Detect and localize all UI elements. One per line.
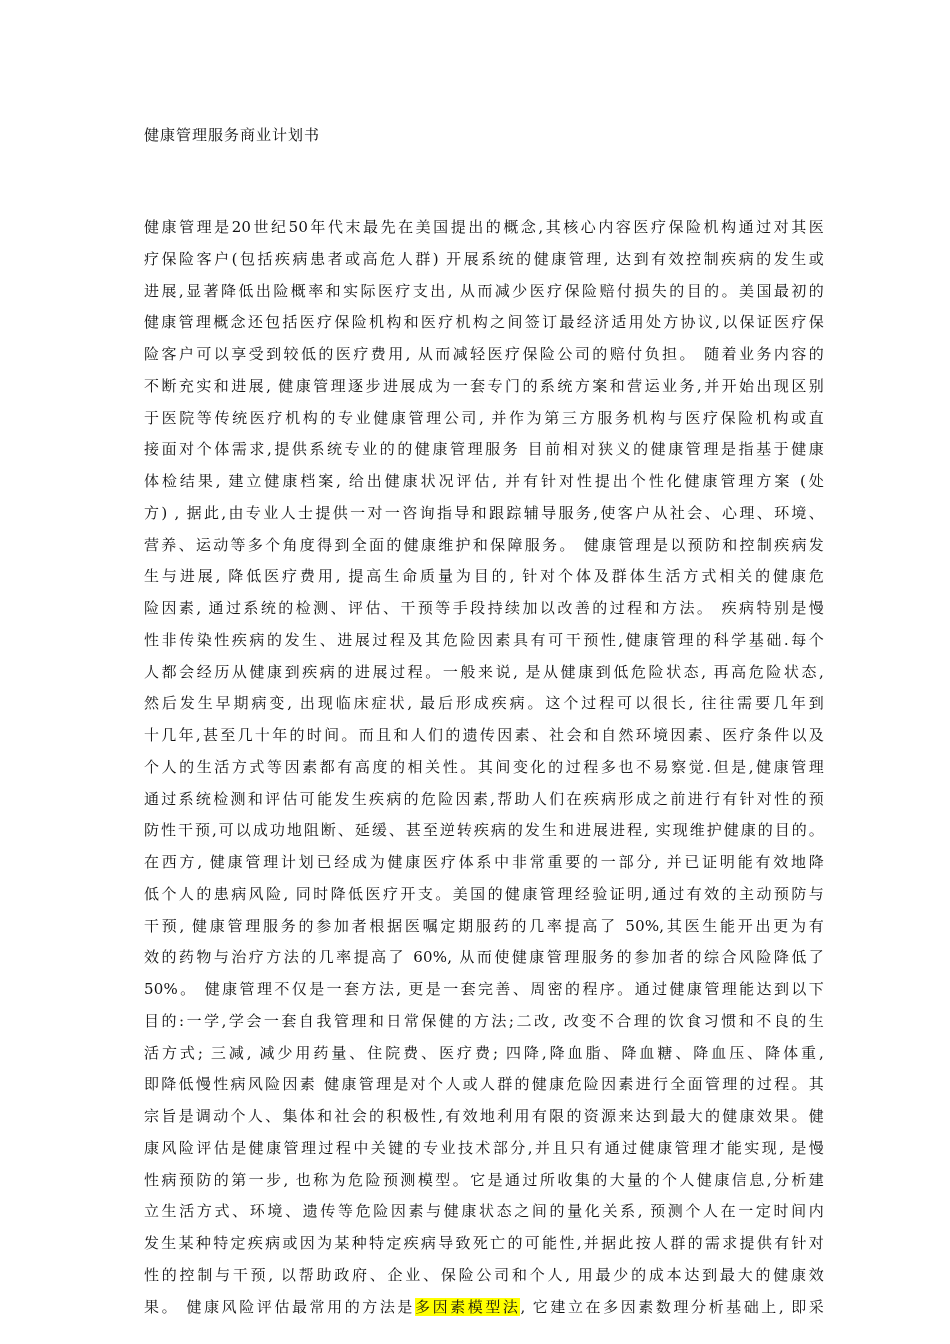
paragraph-line: 然后发生早期病变, 出现临床症状, 最后形成疾病。这个过程可以很长, 往往需要几年到 [144, 694, 824, 713]
paragraph-line: 50%。 健康管理不仅是一套方法, 更是一套完善、周密的程序。通过健康管理能达到以下 [144, 980, 824, 998]
document-title: 健康管理服务商业计划书 [144, 126, 321, 144]
paragraph-line: 险因素, 通过系统的检测、评估、干预等手段持续加以改善的过程和方法。 疾病特别是慢 [144, 599, 824, 617]
paragraph-line: 目的:一学,学会一套自我管理和日常保健的方法;二改, 改变不合理的饮食习惯和不良的生 [144, 1011, 824, 1030]
highlighted-phrase: 多因素模型法 [415, 1297, 521, 1316]
paragraph-line: 于医院等传统医疗机构的专业健康管理公司, 并作为第三方服务机构与医疗保险机构或直 [144, 408, 824, 427]
paragraph-line: 在西方, 健康管理计划已经成为健康医疗体系中非常重要的一部分, 并已证明能有效地降 [144, 853, 824, 871]
paragraph-line: 险客户可以享受到较低的医疗费用, 从而减轻医疗保险公司的赔付负担。 随着业务内容的 [144, 345, 824, 363]
line-text-after-highlight: , 它建立在多因素数理分析基础上, 即采 [520, 1297, 824, 1316]
paragraph-line: 接面对个体需求,提供系统专业的的健康管理服务 目前相对狭义的健康管理是指基于健康 [144, 440, 824, 459]
paragraph-line: 进展,显著降低出险概率和实际医疗支出, 从而减少医疗保险赔付损失的目的。美国最初的 [144, 281, 824, 300]
paragraph-line: 康风险评估是健康管理过程中关键的专业技术部分,并且只有通过健康管理才能实现, 是慢 [144, 1138, 824, 1157]
paragraph-line: 活方式; 三减, 减少用药量、住院费、医疗费; 四降,降血脂、降血糖、降血压、降体重, [144, 1043, 824, 1062]
paragraph-line: 性非传染性疾病的发生、进展过程及其危险因素具有可干预性,健康管理的科学基础.每个 [144, 630, 824, 649]
paragraph-line: 不断充实和进展, 健康管理逐步进展成为一套专门的系统方案和营运业务,并开始出现区别 [144, 376, 824, 395]
paragraph-line: 宗旨是调动个人、集体和社会的积极性,有效地利用有限的资源来达到最大的健康效果。健 [144, 1107, 824, 1125]
paragraph-line: 发生某种特定疾病或因为某种特定疾病导致死亡的可能性,并据此按人群的需求提供有针对 [144, 1234, 824, 1252]
paragraph-line: 健康管理概念还包括医疗保险机构和医疗机构之间签订最经济适用处方协议,以保证医疗保 [144, 313, 824, 332]
paragraph-line: 十几年,甚至几十年的时间。而且和人们的遗传因素、社会和自然环境因素、医疗条件以及 [144, 726, 824, 744]
paragraph-line: 低个人的患病风险, 同时降低医疗开支。美国的健康管理经验证明,通过有效的主动预防与 [144, 884, 824, 903]
line-text-before-highlight: 果。 健康风险评估最常用的方法是 [144, 1297, 416, 1316]
paragraph-line: 体检结果, 建立健康档案, 给出健康状况评估, 并有针对性提出个性化健康管理方案 (处 [144, 472, 824, 490]
paragraph-line: 干预, 健康管理服务的参加者根据医嘱定期服药的几率提高了 50%,其医生能开出更为有 [144, 916, 824, 935]
paragraph-line: 通过系统检测和评估可能发生疾病的危险因素,帮助人们在疾病形成之前进行有针对性的预 [144, 789, 824, 808]
paragraph-line-with-highlight [144, 1292, 824, 1324]
paragraph-line: 立生活方式、环境、遗传等危险因素与健康状态之间的量化关系, 预测个人在一定时间内 [144, 1202, 824, 1221]
paragraph-line: 生与进展, 降低医疗费用, 提高生命质量为目的, 针对个体及群体生活方式相关的健康危 [144, 567, 824, 586]
paragraph-line: 营养、运动等多个角度得到全面的健康维护和保障服务。 健康管理是以预防和控制疾病发 [144, 535, 824, 554]
paragraph-line: 性病预防的第一步, 也称为危险预测模型。它是通过所收集的大量的个人健康信息,分析建 [144, 1170, 824, 1189]
paragraph-line: 效的药物与治疗方法的几率提高了 60%, 从而使健康管理服务的参加者的综合风险降低了 [144, 948, 824, 967]
paragraph-line: 方) , 据此,由专业人士提供一对一咨询指导和跟踪辅导服务,使客户从社会、心理、环境、 [144, 503, 824, 522]
paragraph-line: 个人的生活方式等因素都有高度的相关性。其间变化的过程多也不易察觉.但是,健康管理 [144, 757, 824, 776]
paragraph-line: 防性干预,可以成功地阻断、延缓、甚至逆转疾病的发生和进展进程, 实现维护健康的目的。 [144, 821, 824, 840]
paragraph-line: 人都会经历从健康到疾病的进展过程。一般来说, 是从健康到低危险状态, 再高危险状态, [144, 662, 824, 681]
document-body [144, 212, 824, 1323]
paragraph-line: 即降低慢性病风险因素 健康管理是对个人或人群的健康危险因素进行全面管理的过程。其 [144, 1075, 824, 1094]
paragraph-line: 健康管理是20世纪50年代末最先在美国提出的概念,其核心内容医疗保险机构通过对其医 [144, 218, 824, 236]
paragraph-line: 疗保险客户(包括疾病患者或高危人群) 开展系统的健康管理, 达到有效控制疾病的发生或 [144, 249, 824, 268]
paragraph-line: 性的控制与干预, 以帮助政府、企业、保险公司和个人, 用最少的成本达到最大的健康效 [144, 1265, 824, 1284]
